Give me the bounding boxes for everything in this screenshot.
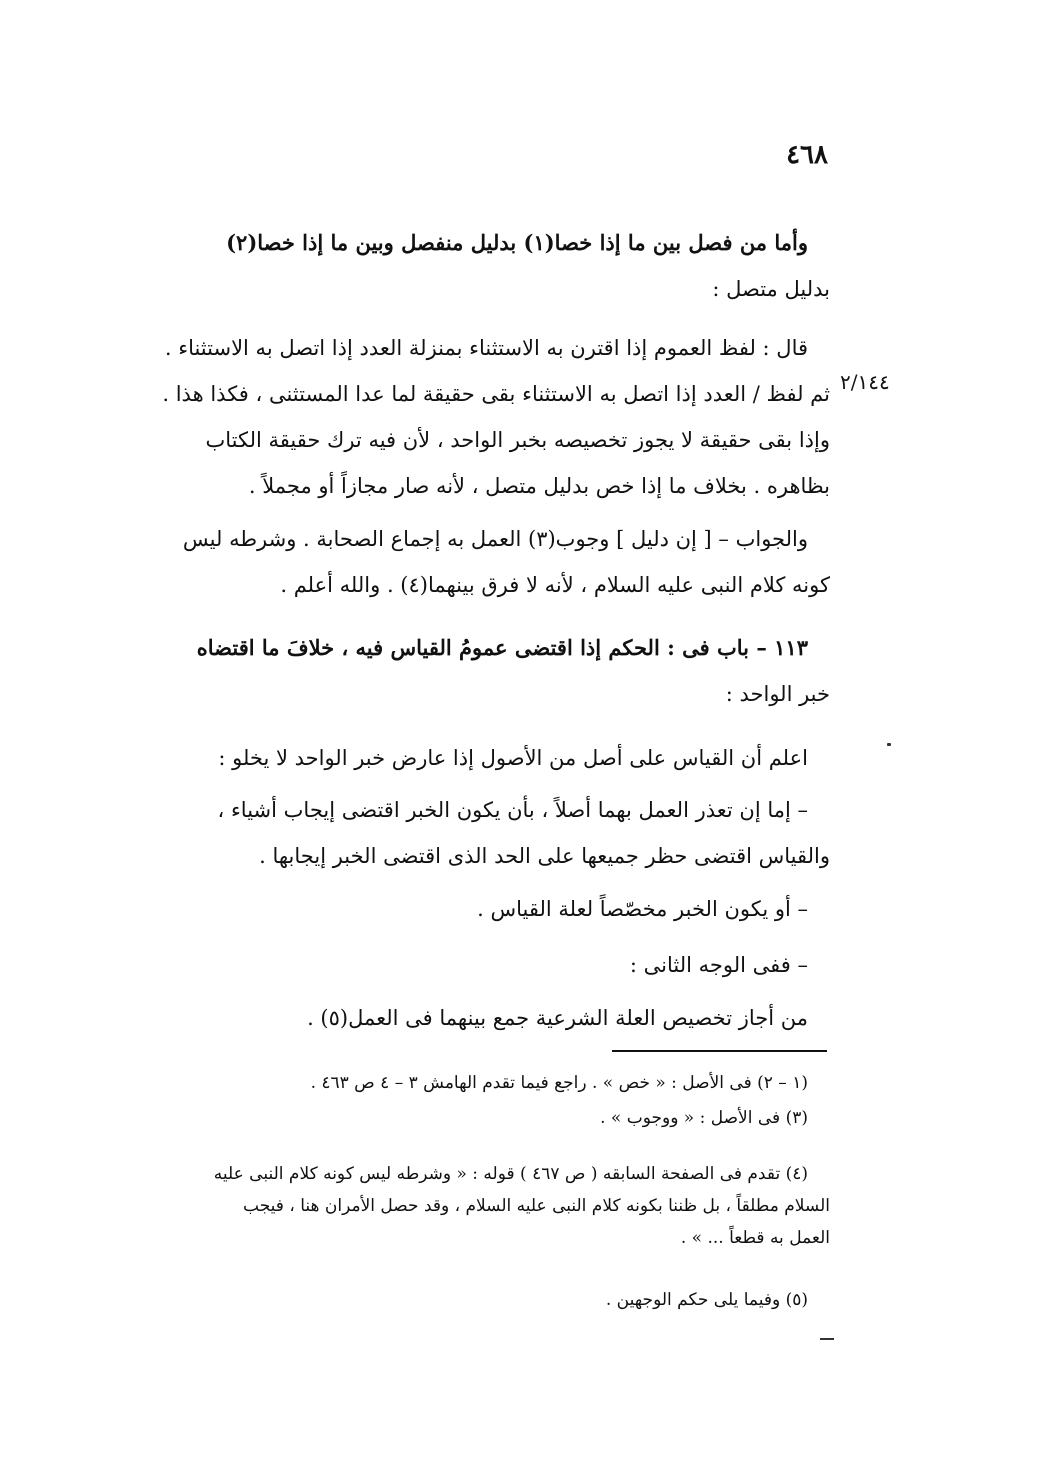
paragraph-6 <box>130 886 830 932</box>
para8-line1: من أجاز تخصيص العلة الشرعية جمع بينهما فى العمل(٥) . <box>307 1006 808 1030</box>
footnote-5: (٥) وفيما يلى حكم الوجهين . <box>605 1290 808 1310</box>
scan-mark <box>820 1338 834 1340</box>
para5-line2: والقياس اقتضى حظر جميعها على الحد الذى اقتضى الخبر إيجابها . <box>259 844 830 868</box>
chapter-heading <box>130 625 830 717</box>
footnotes <box>130 1066 830 1136</box>
scan-speck <box>887 743 891 746</box>
footnote-5-block <box>130 1283 830 1318</box>
para6-line1: – أو يكون الخبر مخصّصاً لعلة القياس . <box>477 897 808 921</box>
para2-line1: قال : لفظ العموم إذا اقترن به الاستثناء بمنزلة العدد إذا اتصل به الاستثناء . <box>164 336 808 360</box>
footnote-1-2: (١ – ٢) فى الأصل : « خص » . راجع فيما تقدم الهامش ٣ – ٤ ص ٤٦٣ . <box>310 1073 808 1093</box>
paragraph-7 <box>130 942 830 988</box>
para1-line1: وأما من فصل بين ما إذا خصا(١) بدليل منفصل وبين ما إذا خصا(٢) <box>226 230 808 255</box>
para7-line1: – ففى الوجه الثانى : <box>629 953 808 977</box>
footnote-separator <box>612 1050 827 1052</box>
paragraph-4 <box>130 735 830 781</box>
para3-line2: كونه كلام النبى عليه السلام ، لأنه لا فرق بينهما(٤) . والله أعلم . <box>280 573 830 597</box>
para2-line4: بظاهره . بخلاف ما إذا خص بدليل متصل ، لأنه صار مجازاً أو مجملاً . <box>248 474 830 498</box>
para3-line1: والجواب – [ إن دليل ] وجوب(٣) العمل به إجماع الصحابة . وشرطه ليس <box>182 527 808 551</box>
paragraph-3 <box>130 516 830 608</box>
paragraph-8 <box>130 995 830 1041</box>
footnote-3: (٣) فى الأصل : « ووجوب » . <box>600 1108 808 1128</box>
paragraph-2 <box>130 325 830 509</box>
para4-line1: اعلم أن القياس على أصل من الأصول إذا عارض خبر الواحد لا يخلو : <box>218 746 808 770</box>
margin-reference: ٢/١٤٤ <box>840 370 890 394</box>
footnote-4-line2: السلام مطلقاً ، بل ظننا بكونه كلام النبى عليه السلام ، وقد حصل الأمران هنا ، فيجب <box>243 1196 830 1216</box>
paragraph-5 <box>130 787 830 879</box>
para5-line1: – إما إن تعذر العمل بهما أصلاً ، بأن يكون الخبر اقتضى إيجاب أشياء ، <box>217 798 808 822</box>
footnote-4-line1: (٤) تقدم فى الصفحة السابقه ( ص ٤٦٧ ) قوله : « وشرطه ليس كونه كلام النبى عليه <box>213 1164 808 1184</box>
paragraph-1 <box>130 220 830 312</box>
footnote-4-line3: العمل به قطعاً ... » . <box>680 1228 830 1248</box>
para2-line2: ثم لفظ / العدد إذا اتصل به الاستثناء بقى حقيقة لما عدا المستثنى ، فكذا هذا . <box>162 382 830 406</box>
para1-line2: بدليل متصل : <box>712 277 830 301</box>
page-number: ٤٦٨ <box>786 140 828 170</box>
para2-line3: وإذا بقى حقيقة لا يجوز تخصيصه بخبر الواحد ، لأن فيه ترك حقيقة الكتاب <box>205 428 830 452</box>
footnote-4 <box>130 1158 830 1254</box>
heading-line1: ١١٣ – باب فى : الحكم إذا اقتضى عمومُ القياس فيه ، خلافَ ما اقتضاه <box>196 635 808 660</box>
heading-line2: خبر الواحد : <box>725 682 830 706</box>
